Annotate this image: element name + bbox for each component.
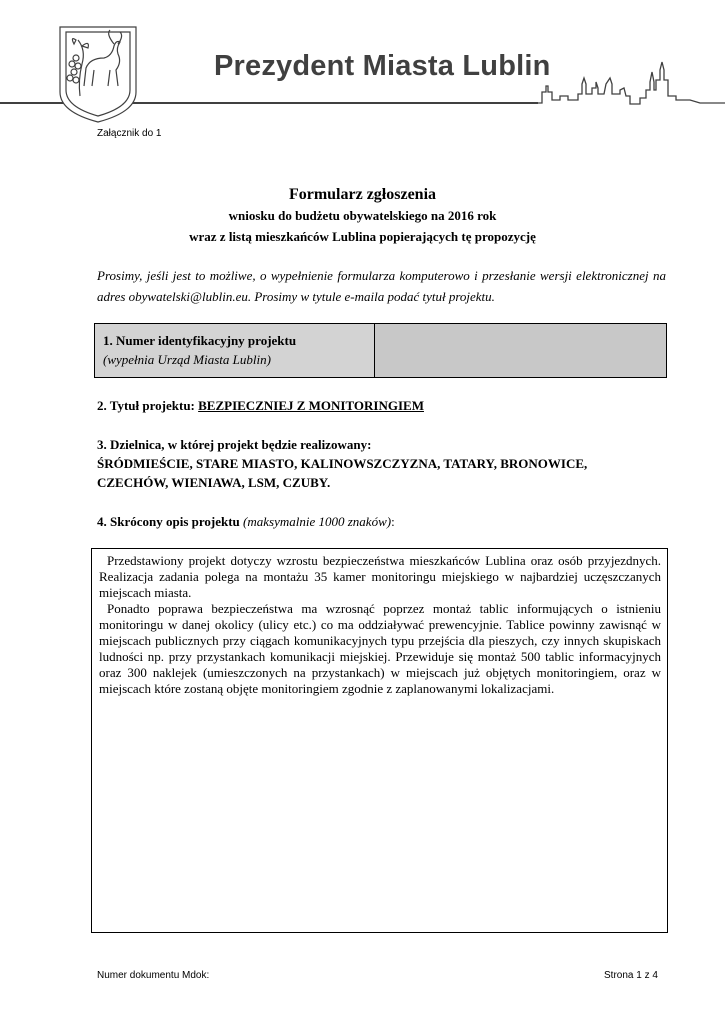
annex-label: Załącznik do 1 <box>97 128 162 139</box>
project-description-box[interactable] <box>91 548 668 933</box>
intro-paragraph: Prosimy, jeśli jest to możliwe, o wypełnienie formularza komputerowo i przesłanie wersji elektronicznej na adres obywatelski@lublin.eu. Prosimy w tytule e-maila podać tytuł projektu. <box>97 268 666 304</box>
section-2-label: . Tytuł projektu: <box>103 398 195 413</box>
form-title: Formularz zgłoszenia <box>288 186 437 203</box>
project-id-label-cell <box>95 324 375 377</box>
section-4-label: 4. Skrócony opis projektu <box>97 514 240 529</box>
section-4-note: (maksymalnie 1000 znaków) <box>243 514 392 529</box>
form-subtitle-1: wniosku do budżetu obywatelskiego na 2016 rok <box>228 208 497 223</box>
description-paragraph-1: Przedstawiony projekt dotyczy wzrostu bezpieczeństwa mieszkańców Lublina oraz osób przyjezdnych. Realizacja zadania polega na montażu 35 kamer monitoringu miejskiego w najbardziej uczęszczanych miejscach miasta. <box>99 553 661 600</box>
project-title-value: BEZPIECZNIEJ Z MONITORINGIEM <box>198 398 424 413</box>
district-list-line-2: CZECHÓW, WIENIAWA, LSM, CZUBY. <box>97 475 331 490</box>
footer-doc-number: Numer dokumentu Mdok: <box>97 970 210 981</box>
footer-page-number: Strona 1 z 4 <box>604 970 658 981</box>
form-subtitle-2: wraz z listą mieszkańców Lublina popierających tę propozycję <box>189 229 536 244</box>
project-id-label: 1. Numer identyfikacyjny projektu <box>103 333 297 348</box>
project-id-value-cell[interactable] <box>375 324 666 377</box>
lublin-skyline-icon <box>538 62 725 104</box>
district-list-line-1: ŚRÓDMIEŚCIE, STARE MIASTO, KALINOWSZCZYZNA, TATARY, BRONOWICE, <box>97 456 588 471</box>
city-coat-of-arms <box>60 27 136 122</box>
section-4-colon: : <box>391 514 395 529</box>
section-4-title <box>97 512 395 531</box>
description-paragraph-2: Ponadto poprawa bezpieczeństwa ma wzrosnąć poprzez montaż tablic informujących o istnieniu monitoringu w danej okolicy (ulicy etc.) co ma oddziaływać prewencyjnie. Tablice powinny zawisnąć w miejscach publicznych przy ciągach komunikacyjnych typu przejścia dla pieszych, czy innych skupiskach ludności np. przy przystankach komunikacji miejskiej. Przewiduje się montaż 500 tablic informacyjnych oraz 300 naklejek (umieszczonych na przystankach) w miejscach już objętych monitoringiem, oraz w miejscach które zostaną objęte monitoringiem zgodnie z zaplanowanymi lokalizacjami. <box>99 601 661 696</box>
section-3-label: 3. Dzielnica, w której projekt będzie realizowany: <box>97 437 372 452</box>
project-id-note: (wypełnia Urząd Miasta Lublin) <box>103 352 271 367</box>
project-id-table <box>94 323 667 378</box>
section-2-number: 2 <box>97 398 104 413</box>
section-3-district <box>97 435 587 492</box>
section-2-title <box>97 396 424 415</box>
header-title: Prezydent Miasta Lublin <box>214 50 551 82</box>
